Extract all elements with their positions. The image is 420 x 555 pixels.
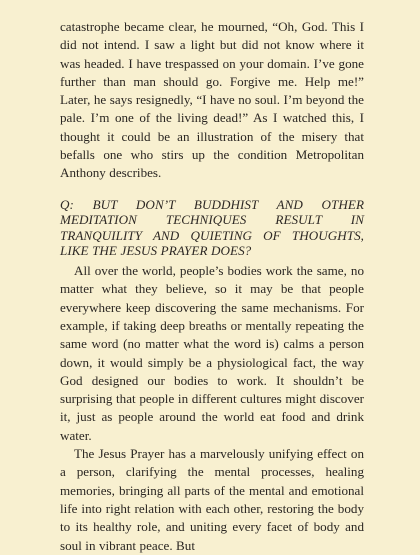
answer-paragraph-2: The Jesus Prayer has a marvelously unifying effect on a person, clarifying the mental processes, healing memories, bringing all parts of the mental and emotional life into right relation with each other, restoring the body to its healthy role, and uniting every facet of body and soul in vibrant peace. But (60, 446, 364, 553)
question-heading: Q: BUT DON’T BUDDHIST AND OTHER MEDITATION TECHNIQUES RESULT IN TRANQUILITY AND QUIETING OF THOUGHTS, LIKE THE JESUS PRAYER DOES? (60, 196, 364, 259)
continuation-paragraph: catastrophe became clear, he mourned, “Oh, God. This I did not intend. I saw a light but did not know where it was headed. I have trespassed on your domain. I’ve gone further than man should go. Forgive me. Help me!” Later, he says resignedly, “I have no soul. I’m beyond the pale. I’m one of the living dead!” As I watched this, I thought it could be an illustration of the misery that befalls one who stirs up the condition Metropolitan Anthony describes. (60, 19, 364, 181)
answer-paragraph-1: All over the world, people’s bodies work the same, no matter what they believe, so it may be that people everywhere keep discovering the same mechanisms. For example, if taking deep breaths or mentally repeating the same word (no matter what the word is) calms a person down, it would simply be a physiological fact, the way God designed our bodies to work. It shouldn’t be surprising that people in different cultures might discover it, just as people around the world eat food and drink water. (60, 263, 364, 443)
